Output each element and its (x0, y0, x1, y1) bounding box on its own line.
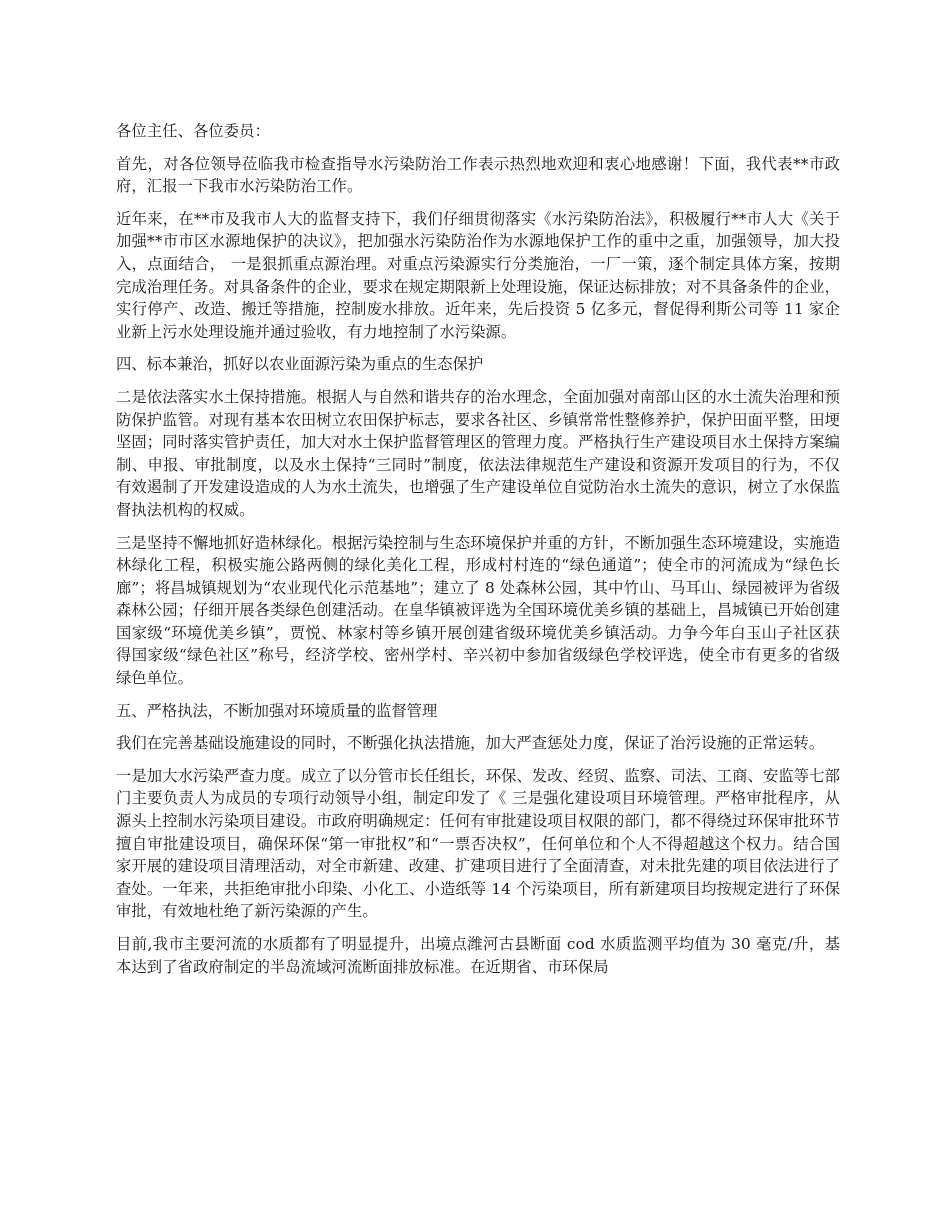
water-quality-paragraph: 目前,我市主要河流的水质都有了明显提升，出境点潍河古县断面 cod 水质监测平均值为 30 毫克/升，基本达到了省政府制定的半岛流域河流断面排放标准。在近期省、市环保局 (116, 935, 840, 976)
pollution-source-paragraph: 近年来，在**市及我市人大的监督支持下，我们仔细贯彻落实《水污染防治法》，积极履行**市人大《关于加强**市市区水源地保护的决议》，把加强水污染防治作为水源地保护工作的重中之重，加强领导，加大投入，点面结合， 一是狠抓重点源治理。对重点污染源实行分类施治，一厂一策，逐个制定具体方案，按期完成治理任务。对具备条件的企业，要求在规定期限新上处理设施，保证达标排放；对不具备条件的企业，实行停产、改造、搬迁等措施，控制废水排放。近年来，先后投资 5 亿多元，督促得利斯公司等 11 家企业新上污水处理设施并通过验收，有力地控制了水污染源。 (116, 209, 840, 341)
section-five-heading: 五、严格执法，不断加强对环境质量的监督管理 (116, 701, 438, 720)
opening-paragraph: 首先，对各位领导莅临我市检查指导水污染防治工作表示热烈地欢迎和衷心地感谢！下面，我代表**市政府，汇报一下我市水污染防治工作。 (116, 154, 840, 196)
section-four-heading: 四、标本兼治，抓好以农业面源污染为重点的生态保护 (116, 355, 484, 374)
enforcement-intro-paragraph: 我们在完善基础设施建设的同时，不断强化执法措施，加大严查惩处力度，保证了治污设施的正常运转。 (116, 734, 825, 753)
afforestation-paragraph: 三是坚持不懈地抓好造林绿化。根据污染控制与生态环境保护并重的方针，不断加强生态环境建设，实施造林绿化工程，积极实施公路两侧的绿化美化工程，形成村村连的“绿色通道”；使全市的河流成为“绿色长廊”；将昌城镇规划为“农业现代化示范基地”；建立了 8 处森林公园，其中竹山、马耳山、绿园被评为省级森林公园；仔细开展各类绿色创建活动。在皇华镇被评选为全国环境优美乡镇的基础上，昌城镇已开始创建国家级“环境优美乡镇”，贾悦、林家村等乡镇开展创建省级环境优美乡镇活动。力争今年白玉山子社区获得国家级“绿色社区”称号，经济学校、密州学村、辛兴初中参加省级绿色学校评选，使全市有更多的省级绿色单位。 (116, 533, 840, 688)
soil-conservation-paragraph: 二是依法落实水土保持措施。根据人与自然和谐共存的治水理念，全面加强对南部山区的水土流失治理和预防保护监管。对现有基本农田树立农田保护标志，要求各社区、乡镇常常性整修养护，保护田面平整，田埂坚固；同时落实管护责任，加大对水土保护监督管理区的管理力度。严格执行生产建设项目水土保持方案编制、申报、审批制度，以及水土保持“三同时”制度，依法法律规范生产建设和资源开发项目的行为，不仅有效遏制了开发建设造成的人为水土流失，也增强了生产建设单位自觉防治水土流失的意识，树立了水保监督执法机构的权威。 (116, 387, 840, 519)
inspection-paragraph: 一是加大水污染严查力度。成立了以分管市长任组长，环保、发改、经贸、监察、司法、工商、安监等七部门主要负责人为成员的专项行动领导小组，制定印发了《 三是强化建设项目环境管理。严格审批程序，从源头上控制水污染项目建设。市政府明确规定：任何有审批建设项目权限的部门，都不得绕过环保审批环节擅自审批建设项目，确保环保“第一审批权”和“一票否决权”，任何单位和个人不得超越这个权力。结合国家开展的建设项目清理活动，对全市新建、改建、扩建项目进行了全面清查，对未批先建的项目依法进行了查处。一年来，共拒绝审批小印染、小化工、小造纸等 14 个污染项目，所有新建项目均按规定进行了环保审批，有效地杜绝了新污染源的产生。 (116, 766, 840, 921)
document-page (116, 120, 840, 988)
salutation: 各位主任、各位委员： (116, 122, 270, 140)
